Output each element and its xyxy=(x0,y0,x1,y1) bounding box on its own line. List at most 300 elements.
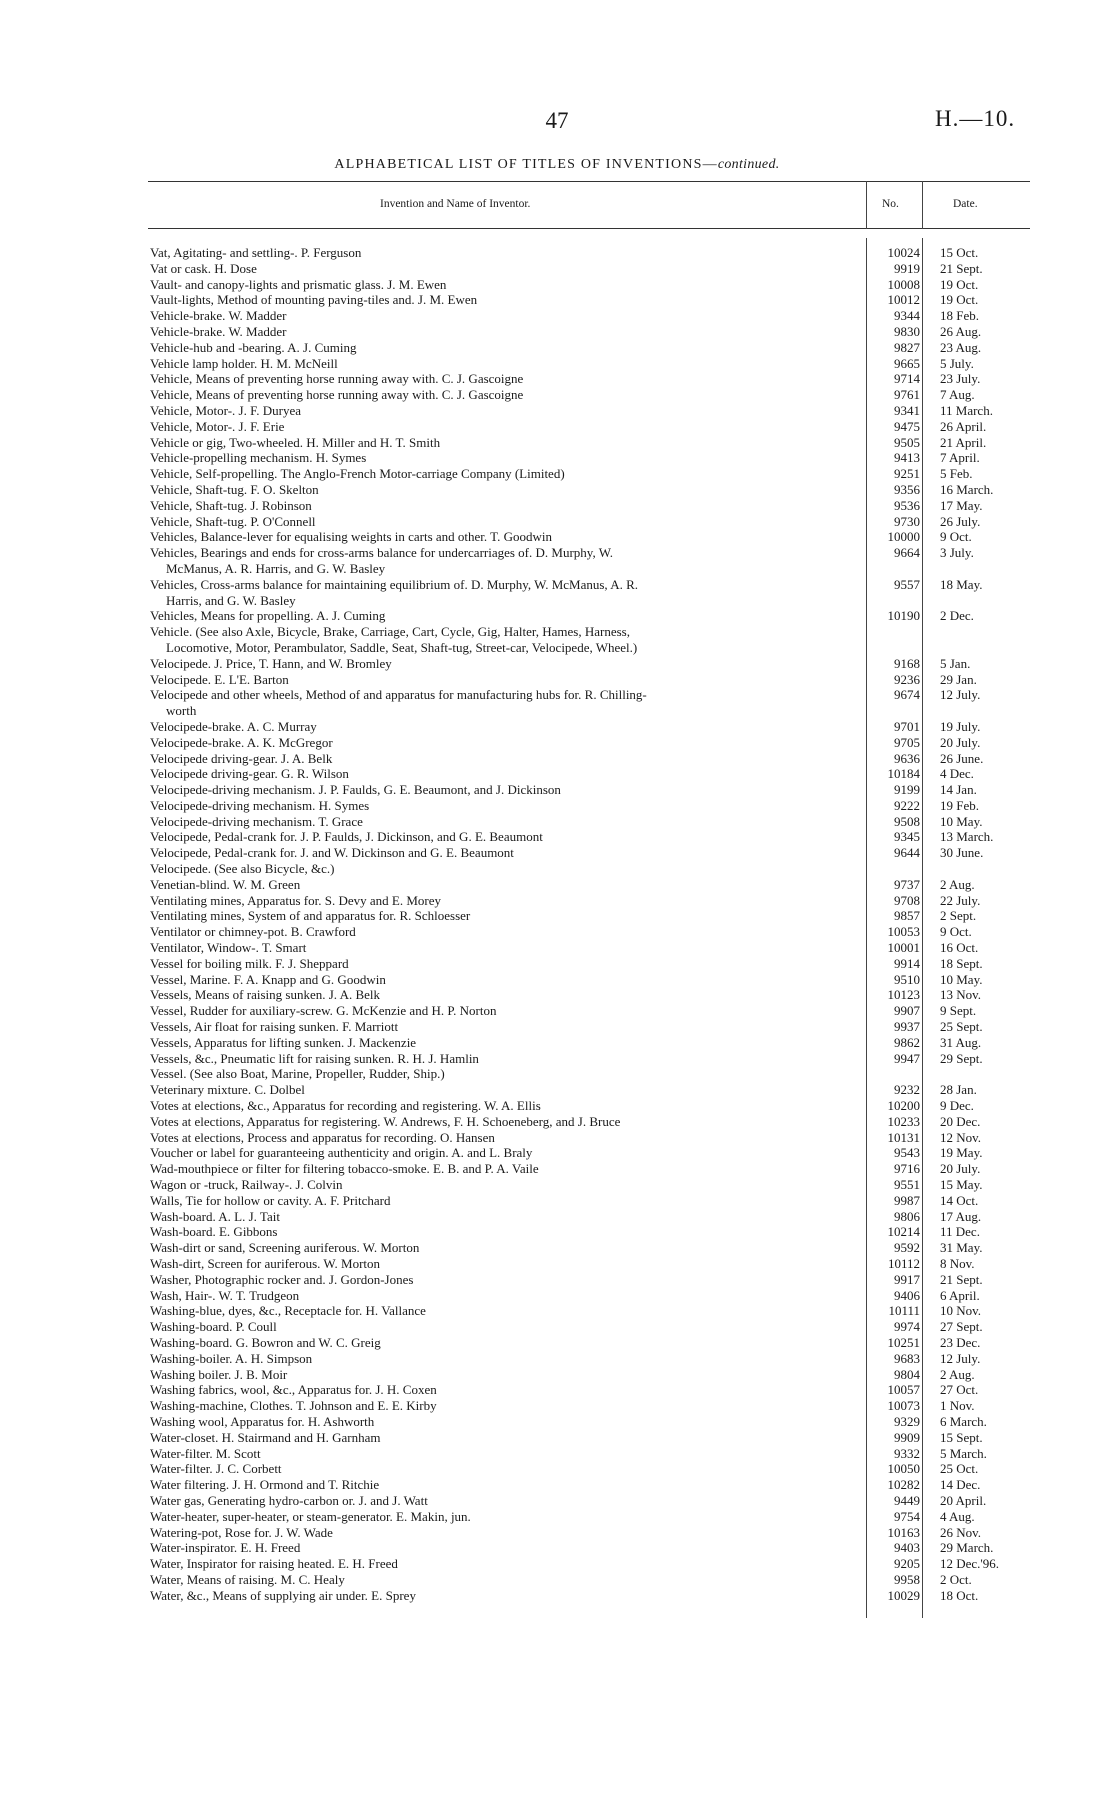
invention-title xyxy=(150,403,856,419)
invention-title-line: Voucher or label for guaranteeing authenticity and origin. A. and L. Braly xyxy=(150,1145,533,1161)
invention-title xyxy=(150,419,856,435)
patent-date: 23 July. xyxy=(940,371,981,387)
patent-date: 19 May. xyxy=(940,1145,983,1161)
patent-date: 14 Oct. xyxy=(940,1192,979,1208)
patent-date: 5 March. xyxy=(940,1445,987,1461)
invention-title-line: Votes at elections, Process and apparatus for recording. O. Hansen xyxy=(150,1129,495,1145)
header-rule xyxy=(148,228,1030,229)
patent-date: 13 March. xyxy=(940,829,994,845)
invention-title-line: Votes at elections, &c., Apparatus for recording and registering. W. A. Ellis xyxy=(150,1098,541,1114)
invention-title-line: Wagon or -truck, Railway-. J. Colvin xyxy=(150,1177,343,1193)
patent-number: 9937 xyxy=(894,1019,920,1035)
invention-title xyxy=(150,1351,856,1367)
patent-number: 9705 xyxy=(894,734,920,750)
invention-title-line: Vessels, Apparatus for lifting sunken. J. Mackenzie xyxy=(150,1034,417,1050)
list-item xyxy=(150,1145,1030,1161)
invention-title-line: Velocipede-brake. A. K. McGregor xyxy=(150,734,333,750)
patent-number: 9716 xyxy=(894,1161,920,1177)
patent-date: 1 Nov. xyxy=(940,1398,975,1414)
invention-title xyxy=(150,245,856,261)
patent-date: 9 Oct. xyxy=(940,924,972,940)
patent-date: 17 Aug. xyxy=(940,1208,982,1224)
invention-title-line: Wash, Hair-. W. T. Trudgeon xyxy=(150,1287,300,1303)
invention-title-line: Water filtering. J. H. Ormond and T. Ritchie xyxy=(150,1477,380,1493)
invention-title-line: Water-filter. M. Scott xyxy=(150,1445,261,1461)
list-item xyxy=(150,656,1030,672)
invention-title xyxy=(150,1035,856,1051)
invention-title xyxy=(150,845,856,861)
patent-number: 10123 xyxy=(887,987,920,1003)
invention-title-line: Wash-board. E. Gibbons xyxy=(150,1224,278,1240)
list-item xyxy=(150,1477,1030,1493)
patent-date: 20 April. xyxy=(940,1492,987,1508)
list-item xyxy=(150,782,1030,798)
list-item xyxy=(150,908,1030,924)
list-item xyxy=(150,719,1030,735)
invention-title-line: Vat or cask. H. Dose xyxy=(150,260,257,276)
invention-title-line: Velocipede driving-gear. J. A. Belk xyxy=(150,750,333,766)
invention-title xyxy=(150,1288,856,1304)
patent-number: 9806 xyxy=(894,1208,920,1224)
invention-title-line: Washing fabrics, wool, &c., Apparatus for. J. H. Coxen xyxy=(150,1382,437,1398)
patent-number: 10282 xyxy=(887,1477,920,1493)
invention-title-line: Velocipede-driving mechanism. J. P. Faulds, G. E. Beaumont, and J. Dickinson xyxy=(150,782,561,798)
patent-number: 9403 xyxy=(894,1540,920,1556)
invention-title-line: Vehicle, Means of preventing horse running away with. C. J. Gascoigne xyxy=(150,387,524,403)
invention-title-line: Vessel for boiling milk. F. J. Sheppard xyxy=(150,955,349,971)
patent-date: 18 Sept. xyxy=(940,955,983,971)
invention-title xyxy=(150,624,856,656)
patent-number: 9557 xyxy=(894,576,920,592)
patent-number: 9761 xyxy=(894,387,920,403)
invention-title-line: Vehicle, Shaft-tug. P. O'Connell xyxy=(150,513,316,529)
list-item xyxy=(150,324,1030,340)
patent-number: 10200 xyxy=(887,1098,920,1114)
invention-title xyxy=(150,482,856,498)
list-item xyxy=(150,1382,1030,1398)
patent-number: 9341 xyxy=(894,402,920,418)
list-item xyxy=(150,1224,1030,1240)
patent-number: 9449 xyxy=(894,1492,920,1508)
patent-number: 9329 xyxy=(894,1413,920,1429)
invention-title xyxy=(150,735,856,751)
invention-title xyxy=(150,1114,856,1130)
invention-title-line: Vessel, Marine. F. A. Knapp and G. Goodwin xyxy=(150,971,386,987)
patent-number: 9827 xyxy=(894,339,920,355)
patent-number: 9475 xyxy=(894,418,920,434)
invention-title xyxy=(150,450,856,466)
patent-number: 10233 xyxy=(887,1113,920,1129)
patent-date: 5 July. xyxy=(940,355,974,371)
patent-number: 9914 xyxy=(894,955,920,971)
patent-date: 22 July. xyxy=(940,892,981,908)
invention-title-line: Velocipede. E. L'E. Barton xyxy=(150,671,289,687)
patent-number: 9236 xyxy=(894,671,920,687)
invention-title-line: Vat, Agitating- and settling-. P. Ferguson xyxy=(150,245,362,260)
list-item xyxy=(150,1303,1030,1319)
list-item xyxy=(150,798,1030,814)
patent-date: 5 Jan. xyxy=(940,655,971,671)
list-item xyxy=(150,403,1030,419)
column-header-invention: Invention and Name of Inventor. xyxy=(380,198,531,210)
patent-date: 4 Aug. xyxy=(940,1508,975,1524)
list-item xyxy=(150,1051,1030,1067)
invention-title-continuation: McManus, A. R. Harris, and G. W. Basley xyxy=(166,560,386,576)
invention-title-continuation: Harris, and G. W. Basley xyxy=(166,592,296,608)
invention-title-line: Watering-pot, Rose for. J. W. Wade xyxy=(150,1524,333,1540)
list-item xyxy=(150,1240,1030,1256)
invention-title-line: Wash-board. A. L. J. Tait xyxy=(150,1208,280,1224)
list-item xyxy=(150,861,1030,877)
invention-title xyxy=(150,1382,856,1398)
invention-title-line: Votes at elections, Apparatus for registering. W. Andrews, F. H. Schoeneberg, and J. Bruce xyxy=(150,1113,621,1129)
patent-number: 9974 xyxy=(894,1319,920,1335)
patent-date: 20 July. xyxy=(940,734,981,750)
invention-title-line: Vehicle-brake. W. Madder xyxy=(150,323,287,339)
list-item xyxy=(150,371,1030,387)
patent-number: 9508 xyxy=(894,813,920,829)
patent-date: 26 July. xyxy=(940,513,981,529)
list-item xyxy=(150,387,1030,403)
patent-number: 9665 xyxy=(894,355,920,371)
invention-title-line: Venetian-blind. W. M. Green xyxy=(150,876,301,892)
patent-number: 9958 xyxy=(894,1571,920,1587)
patent-number: 9344 xyxy=(894,308,920,324)
patent-date: 10 May. xyxy=(940,813,983,829)
invention-title xyxy=(150,987,856,1003)
patent-date: 17 May. xyxy=(940,497,983,513)
patent-number: 10190 xyxy=(887,608,920,624)
patent-date: 6 March. xyxy=(940,1413,987,1429)
patent-date: 29 Jan. xyxy=(940,671,977,687)
invention-title-line: Vault-lights, Method of mounting paving-tiles and. J. M. Ewen xyxy=(150,292,478,308)
invention-title xyxy=(150,529,856,545)
list-item xyxy=(150,356,1030,372)
list-item xyxy=(150,340,1030,356)
invention-title xyxy=(150,577,856,609)
list-item xyxy=(150,1161,1030,1177)
list-item xyxy=(150,1525,1030,1541)
column-header-date: Date. xyxy=(953,198,978,210)
invention-title-line: Ventilating mines, System of and apparatus for. R. Schloesser xyxy=(150,908,471,924)
list-item xyxy=(150,545,1030,577)
invention-title-line: Velocipede-brake. A. C. Murray xyxy=(150,718,317,734)
patent-date: 16 March. xyxy=(940,481,994,497)
patent-number: 10057 xyxy=(887,1382,920,1398)
invention-title-line: Veterinary mixture. C. Dolbel xyxy=(150,1082,305,1098)
invention-title-line: Water-filter. J. C. Corbett xyxy=(150,1461,282,1477)
invention-title-line: Vehicle, Motor-. J. F. Erie xyxy=(150,418,285,434)
patent-date: 2 Dec. xyxy=(940,608,974,624)
invention-title xyxy=(150,1556,856,1572)
invention-title-line: Vehicle. (See also Axle, Bicycle, Brake, Carriage, Cart, Cycle, Gig, Halter, Hames, Harness, xyxy=(150,624,630,640)
patent-date: 29 March. xyxy=(940,1540,994,1556)
list-item xyxy=(150,261,1030,277)
invention-title xyxy=(150,1335,856,1351)
list-item xyxy=(150,1398,1030,1414)
patent-date: 26 Aug. xyxy=(940,323,982,339)
patent-number: 10053 xyxy=(887,924,920,940)
list-item xyxy=(150,1572,1030,1588)
list-item xyxy=(150,751,1030,767)
invention-title xyxy=(150,1066,856,1082)
patent-date: 8 Nov. xyxy=(940,1256,975,1271)
patent-number: 9505 xyxy=(894,434,920,450)
invention-title xyxy=(150,1082,856,1098)
list-item xyxy=(150,1588,1030,1604)
list-item xyxy=(150,1430,1030,1446)
patent-number: 9592 xyxy=(894,1240,920,1256)
inventions-list xyxy=(150,245,1030,1604)
patent-number: 9907 xyxy=(894,1003,920,1019)
patent-number: 9714 xyxy=(894,371,920,387)
patent-number: 9543 xyxy=(894,1145,920,1161)
patent-number: 9664 xyxy=(894,545,920,561)
invention-title xyxy=(150,893,856,909)
invention-title xyxy=(150,1303,856,1319)
list-item xyxy=(150,987,1030,1003)
list-item xyxy=(150,972,1030,988)
invention-title-line: Vehicle-brake. W. Madder xyxy=(150,308,287,324)
page-title xyxy=(0,157,1114,173)
invention-title xyxy=(150,1130,856,1146)
list-item xyxy=(150,308,1030,324)
invention-title xyxy=(150,861,856,877)
patent-date: 6 April. xyxy=(940,1287,980,1303)
list-item xyxy=(150,1414,1030,1430)
list-item xyxy=(150,1493,1030,1509)
invention-title-line: Washer, Photographic rocker and. J. Gordon-Jones xyxy=(150,1271,414,1287)
list-item xyxy=(150,1335,1030,1351)
invention-title xyxy=(150,972,856,988)
invention-title xyxy=(150,1509,856,1525)
patent-date: 23 Aug. xyxy=(940,339,982,355)
list-item xyxy=(150,1035,1030,1051)
page-number: 47 xyxy=(545,108,569,133)
patent-date: 10 May. xyxy=(940,971,983,987)
invention-title xyxy=(150,1398,856,1414)
list-item xyxy=(150,1130,1030,1146)
patent-date: 16 Oct. xyxy=(940,940,979,956)
patent-date: 11 March. xyxy=(940,402,993,418)
invention-title-line: Vehicle, Shaft-tug. J. Robinson xyxy=(150,497,312,513)
patent-number: 10024 xyxy=(887,245,920,260)
list-item xyxy=(150,766,1030,782)
invention-title xyxy=(150,371,856,387)
invention-title xyxy=(150,687,856,719)
patent-number: 10000 xyxy=(887,529,920,545)
invention-title-line: Vault- and canopy-lights and prismatic glass. J. M. Ewen xyxy=(150,276,447,292)
invention-title-line: Vehicle lamp holder. H. M. McNeill xyxy=(150,355,338,371)
patent-date: 26 April. xyxy=(940,418,987,434)
invention-title xyxy=(150,1446,856,1462)
invention-title-line: Washing-blue, dyes, &c., Receptacle for. H. Vallance xyxy=(150,1303,426,1319)
invention-title xyxy=(150,466,856,482)
invention-title-line: Washing-boiler. A. H. Simpson xyxy=(150,1350,313,1366)
invention-title-line: Water-closet. H. Stairmand and H. Garnham xyxy=(150,1429,381,1445)
invention-title xyxy=(150,1477,856,1493)
invention-title-line: Vehicles, Balance-lever for equalising weights in carts and other. T. Goodwin xyxy=(150,529,553,545)
patent-date: 25 Sept. xyxy=(940,1019,983,1035)
list-item xyxy=(150,877,1030,893)
list-item xyxy=(150,1351,1030,1367)
invention-title-line: Vehicle, Means of preventing horse running away with. C. J. Gascoigne xyxy=(150,371,524,387)
patent-number: 10008 xyxy=(887,276,920,292)
invention-title-continuation: Locomotive, Motor, Perambulator, Saddle, Seat, Shaft-tug, Street-car, Velocipede, Wheel.) xyxy=(166,639,638,655)
column-divider-right xyxy=(922,181,923,229)
invention-title-line: Walls, Tie for hollow or cavity. A. F. Pritchard xyxy=(150,1192,391,1208)
invention-title-line: Ventilating mines, Apparatus for. S. Devy and E. Morey xyxy=(150,892,442,908)
invention-title xyxy=(150,908,856,924)
patent-date: 2 Aug. xyxy=(940,876,975,892)
patent-number: 9332 xyxy=(894,1445,920,1461)
invention-title xyxy=(150,656,856,672)
invention-title xyxy=(150,1414,856,1430)
invention-title-line: Vehicle, Shaft-tug. F. O. Skelton xyxy=(150,481,319,497)
invention-title xyxy=(150,324,856,340)
invention-title-line: Velocipede, Pedal-crank for. J. P. Faulds, J. Dickinson, and G. E. Beaumont xyxy=(150,829,543,845)
patent-number: 9683 xyxy=(894,1350,920,1366)
invention-title xyxy=(150,829,856,845)
list-item xyxy=(150,1098,1030,1114)
list-item xyxy=(150,624,1030,656)
column-divider-left xyxy=(866,181,867,229)
patent-date: 25 Oct. xyxy=(940,1461,979,1477)
patent-date: 12 July. xyxy=(940,687,981,703)
list-item xyxy=(150,1177,1030,1193)
patent-date: 18 May. xyxy=(940,576,983,592)
patent-date: 15 May. xyxy=(940,1177,983,1193)
list-item xyxy=(150,1319,1030,1335)
patent-date: 19 July. xyxy=(940,718,981,734)
invention-title-line: Water, Inspirator for raising heated. E. H. Freed xyxy=(150,1556,398,1572)
patent-date: 15 Sept. xyxy=(940,1429,983,1445)
list-item xyxy=(150,1272,1030,1288)
list-item xyxy=(150,435,1030,451)
patent-number: 9205 xyxy=(894,1556,920,1572)
patent-date: 28 Jan. xyxy=(940,1082,977,1098)
patent-date: 31 May. xyxy=(940,1240,983,1256)
document-reference: H.—10. xyxy=(935,106,1016,131)
invention-title-line: Vehicle, Self-propelling. The Anglo-French Motor-carriage Company (Limited) xyxy=(150,466,565,482)
list-item xyxy=(150,1114,1030,1130)
invention-title-line: Washing-machine, Clothes. T. Johnson and E. E. Kirby xyxy=(150,1398,437,1414)
patent-date: 14 Dec. xyxy=(940,1477,981,1493)
patent-number: 9644 xyxy=(894,845,920,861)
invention-title xyxy=(150,292,856,308)
patent-number: 9251 xyxy=(894,466,920,482)
patent-number: 10112 xyxy=(887,1256,920,1271)
patent-number: 9232 xyxy=(894,1082,920,1098)
invention-title-line: Velocipede driving-gear. G. R. Wilson xyxy=(150,766,349,782)
list-item xyxy=(150,1461,1030,1477)
invention-title-line: Velocipede. (See also Bicycle, &c.) xyxy=(150,861,335,877)
patent-date: 26 June. xyxy=(940,750,984,766)
invention-title-line: Velocipede, Pedal-crank for. J. and W. Dickinson and G. E. Beaumont xyxy=(150,845,514,861)
patent-number: 9947 xyxy=(894,1050,920,1066)
invention-title xyxy=(150,940,856,956)
invention-title xyxy=(150,1019,856,1035)
list-item xyxy=(150,1019,1030,1035)
invention-title-line: Vehicles, Means for propelling. A. J. Cuming xyxy=(150,608,386,624)
patent-date: 18 Oct. xyxy=(940,1587,979,1603)
column-header-no: No. xyxy=(882,198,899,210)
list-item xyxy=(150,1556,1030,1572)
list-item xyxy=(150,1446,1030,1462)
list-item xyxy=(150,529,1030,545)
invention-title xyxy=(150,1161,856,1177)
invention-title xyxy=(150,1430,856,1446)
patent-number: 9551 xyxy=(894,1177,920,1193)
patent-date: 9 Sept. xyxy=(940,1003,977,1019)
invention-title xyxy=(150,1572,856,1588)
patent-number: 9737 xyxy=(894,876,920,892)
patent-date: 31 Aug. xyxy=(940,1034,982,1050)
list-item xyxy=(150,672,1030,688)
patent-number: 9356 xyxy=(894,481,920,497)
invention-title xyxy=(150,1493,856,1509)
patent-number: 9701 xyxy=(894,718,920,734)
patent-number: 9413 xyxy=(894,450,920,466)
patent-number: 10073 xyxy=(887,1398,920,1414)
patent-number: 9674 xyxy=(894,687,920,703)
invention-title xyxy=(150,1145,856,1161)
patent-number: 10012 xyxy=(887,292,920,308)
list-item xyxy=(150,1066,1030,1082)
patent-number: 10184 xyxy=(887,766,920,782)
patent-number: 9857 xyxy=(894,908,920,924)
invention-title-line: Velocipede. J. Price, T. Hann, and W. Bromley xyxy=(150,655,392,671)
invention-title-line: Vehicle, Motor-. J. F. Duryea xyxy=(150,402,302,418)
invention-title xyxy=(150,308,856,324)
invention-title-line: Vehicle-propelling mechanism. H. Symes xyxy=(150,450,367,466)
invention-title-line: Water-heater, super-heater, or steam-generator. E. Makin, jun. xyxy=(150,1508,471,1524)
invention-title xyxy=(150,1240,856,1256)
list-item xyxy=(150,956,1030,972)
invention-title-line: Washing-board. P. Coull xyxy=(150,1319,277,1335)
invention-title xyxy=(150,798,856,814)
title-main: ALPHABETICAL LIST OF TITLES OF INVENTIONS— xyxy=(334,157,718,172)
patent-date: 30 June. xyxy=(940,845,984,861)
invention-title-line: Velocipede-driving mechanism. H. Symes xyxy=(150,797,370,813)
patent-date: 3 July. xyxy=(940,545,974,561)
patent-number: 10251 xyxy=(887,1334,920,1350)
patent-date: 7 Aug. xyxy=(940,387,975,403)
patent-number: 9636 xyxy=(894,750,920,766)
invention-title xyxy=(150,608,856,624)
invention-title xyxy=(150,924,856,940)
invention-title xyxy=(150,877,856,893)
invention-title-line: Water, Means of raising. M. C. Healy xyxy=(150,1571,345,1587)
list-item xyxy=(150,1509,1030,1525)
invention-title xyxy=(150,719,856,735)
list-item xyxy=(150,1367,1030,1383)
invention-title xyxy=(150,514,856,530)
invention-title-line: Vehicle-hub and -bearing. A. J. Cuming xyxy=(150,339,357,355)
list-item xyxy=(150,498,1030,514)
invention-title-line: Vehicles, Bearings and ends for cross-arms balance for undercarriages of. D. Murphy, W. xyxy=(150,545,614,561)
list-item xyxy=(150,845,1030,861)
invention-title xyxy=(150,435,856,451)
title-suffix: continued. xyxy=(717,157,780,172)
patent-number: 9804 xyxy=(894,1366,920,1382)
list-item xyxy=(150,577,1030,609)
patent-number: 9730 xyxy=(894,513,920,529)
patent-number: 9917 xyxy=(894,1271,920,1287)
patent-number: 9222 xyxy=(894,797,920,813)
invention-title xyxy=(150,498,856,514)
patent-date: 2 Oct. xyxy=(940,1571,972,1587)
